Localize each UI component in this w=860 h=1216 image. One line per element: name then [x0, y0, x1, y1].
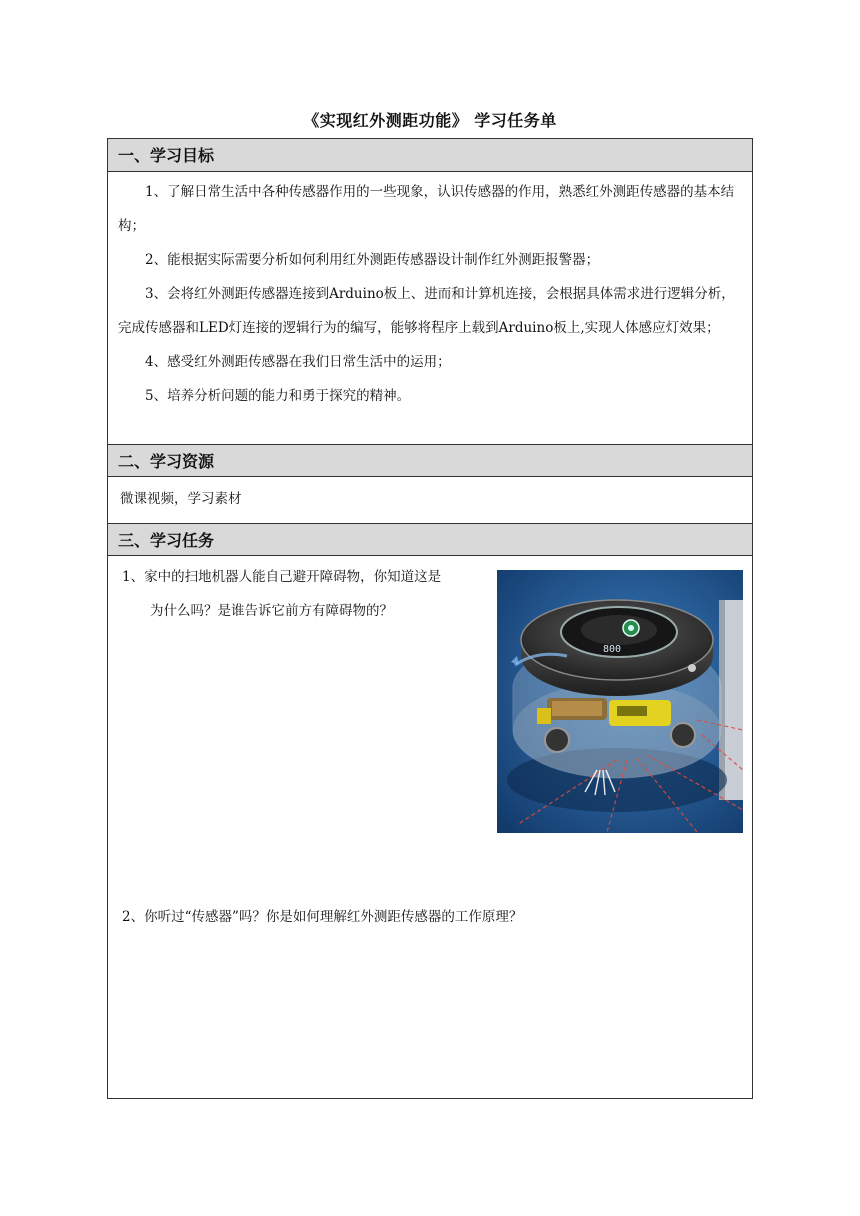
- resources-text: 微课视频，学习素材: [120, 491, 242, 507]
- objectives-list: [118, 175, 744, 413]
- document-title: 《实现红外测距功能》 学习任务单: [303, 111, 557, 130]
- objective-item: 4、感受红外测距传感器在我们日常生活中的运用；: [145, 354, 451, 370]
- robot-display-text: 800: [603, 644, 622, 655]
- task-sheet-table: [107, 138, 753, 1099]
- objective-item: 3、会将红外测距传感器连接到Arduino板上、进而和计算机连接，会根据具体需求进行逻辑分析，完成传感器和LED灯连接的逻辑行为的编写，能够将程序上载到Arduino板上,实现人体感应灯效果；: [118, 286, 735, 336]
- objective-item: 1、了解日常生活中各种传感器作用的一些现象，认识传感器的作用，熟悉红外测距传感器的基本结构；: [118, 184, 735, 234]
- objective-item: 2、能根据实际需要分析如何利用红外测距传感器设计制作红外测距报警器；: [145, 252, 600, 268]
- robot-vacuum-image: [497, 570, 743, 833]
- section-header-tasks: 三、学习任务: [108, 523, 752, 556]
- section-header-objectives: 一、学习目标: [108, 139, 752, 172]
- task-question-2: 2、你听过“传感器”吗？你是如何理解红外测距传感器的工作原理？: [122, 909, 523, 925]
- objective-item: 5、培养分析问题的能力和勇于探究的精神。: [145, 388, 411, 404]
- section-header-resources: 二、学习资源: [108, 444, 752, 477]
- task-question-1-line-2: 为什么吗？是谁告诉它前方有障碍物的？: [150, 603, 393, 619]
- task-question-1-line-1: 1、家中的扫地机器人能自己避开障碍物，你知道这是: [122, 569, 442, 585]
